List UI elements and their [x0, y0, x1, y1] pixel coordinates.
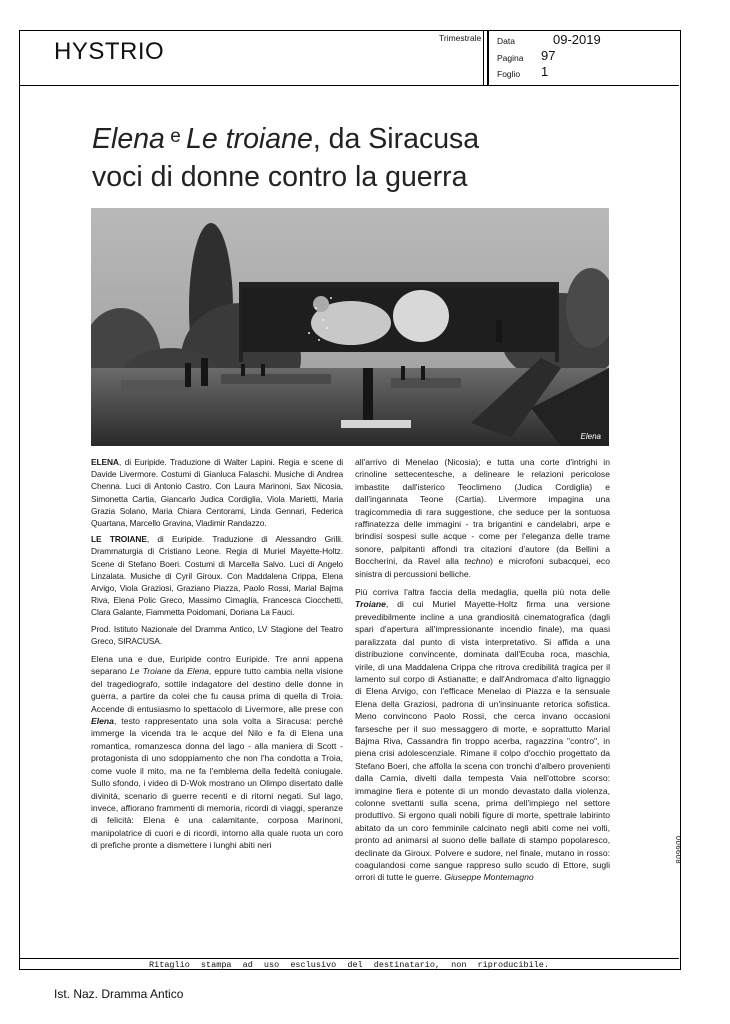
page-value: 97 — [541, 48, 556, 63]
reproduction-notice: Ritaglio stampa ad uso esclusivo del destinatario, non riproducibile. — [149, 960, 549, 970]
page-label: Pagina — [497, 53, 524, 63]
body-paragraph-3: Più corriva l'altra faccia della medaglia, quella più nota delle Troiane, di cui Muriel Mayette-Holtz firma una versione prevedibilmente incline a una grandiosità cinematografica (dagli spari d'apertura all'impressionante incendio finale), ma quasi paralizzata dal punto di vista interpretativo. Si affida a una distribuzione convincente, dominata dall'Ecuba roca, maschia, virile, di una Maddalena Crippa che ritrova credibilità tragica per il lamento sul corpo di Astianatte; e dall'Andromaca d'alto lignaggio di Elena Arvigo, con l'efficace Menelao di Piazza e la sensuale Elena della Graziosi, padrona di un'insinuante retorica sofistica. Meno convincono Paolo Rossi, che cerca invano occasioni farsesche per il suo messaggero di morte, e soprattutto Marial Bajma Riva, Cassandra fin troppo acerba, ragazzina "contro", in piena crisi adolescenziale. Rimane il colpo d'occhio progettato da Stefano Boeri, che affolla la scena con tronchi d'albero provenienti dalla Carnia, divelti dalla tempesta Vaia nell'ottobre scorso: immagine fiera e potente di un mondo devastato dalla violenza, colonne svettanti sulla scena, prima dell'impiego nel settore produttivo. Si ergono quali nobili figure di morte, spettrale labirinto abitato da un coro femminile calcinato negli abiti come nei volti, pronto ad animarsi al suono delle ballate di stampo popolaresco, declinate da Giroux. Polvere e sudore, nel finale, mutano in rosso: coagulandosi come sangue rappreso sullo scudo di Ettore, sugli orrori di tutte le guerre. Giuseppe Montemagno — [355, 587, 610, 883]
date-label: Data — [497, 36, 515, 46]
credits-elena-title: ELENA — [91, 457, 119, 467]
stage-photo-illustration — [91, 208, 609, 446]
sheet-label: Foglio — [497, 69, 521, 79]
credits-troiane — [91, 533, 343, 618]
credits-troiane-text: , di Euripide. Traduzione di Alessandro Grilli. Drammaturgia di Cristiano Leone. Regia di Muriel Mayette-Holtz. Scene di Stefano Boeri. Costumi di Marcella Salvo. Luci di Angelo Linzalata. Musiche di Cyril Giroux. Con Maddalena Crippa, Elena Arvigo, Viola Graziosi, Graziano Piazza, Paolo Rossi, Marial Bajma Riva, Elena Polic Greco, Massimo Cimaglia, Francesca Ciocchetti, Clara Galante, Fiammetta Poidomani, Doriana La Fauci. — [91, 534, 343, 618]
credits-elena — [91, 456, 343, 529]
frequency-label: Trimestrale — [439, 33, 482, 43]
title-rest: , da Siracusa — [312, 123, 480, 155]
publication-logo: HYSTRIO — [54, 38, 165, 65]
stage-photo — [91, 208, 609, 446]
source-client: Ist. Naz. Dramma Antico — [54, 987, 184, 1001]
credits-production: Prod. Istituto Nazionale del Dramma Antico, LV Stagione del Teatro Greco, SIRACUSA. — [91, 623, 343, 646]
article-column-2 — [355, 456, 610, 890]
footer-divider — [19, 958, 679, 959]
credits-troiane-title: LE TROIANE — [91, 534, 147, 545]
body-paragraph-1: Elena una e due, Euripide contro Euripide. Tre anni appena separano Le Troiane da Elena, eppure tutto cambia nella visione del tragediografo, sottile indagatore del destino delle donne in guerra, a partire da colei che fu causa prima di quella di Troia. Accende di entusiasmo lo spettacolo di Livermore, alle prese con Elena, testo rappresentato una sola volta a Siracusa: perché immerge la vicenda tra le acque del Nilo e fa di Elena una romantica, romanzesca donna del lago - alla maniera di Scott - protagonista di uno sdoppiamento che non l'ha condotta a Troia, come vuole il mito, ma ne fa l'emblema della fedeltà coniugale. Sullo sfondo, i video di D-Wok mostrano un Olimpo disertato dalle divinità, scenario di guerre recenti e di ritorni negati. Sul lago, invece, affiorano frammenti di memoria, ricordi di viaggi, speranze di felicità: Elena è una calamitante, corposa Marinoni, manipolatrice di cuori e di ricordi, intorno alla quale ruota un coro di prefiche pronte a dismettere i lunghi abiti neri — [91, 654, 343, 851]
article-author: Giuseppe Montemagno — [444, 872, 534, 883]
title-conjunction: e — [170, 126, 181, 147]
title-line2: voci di donne contro la guerra — [92, 161, 468, 193]
article-title — [92, 118, 612, 196]
title-troiane: Le troiane — [186, 123, 313, 155]
photo-caption: Elena — [580, 432, 601, 441]
article-column-1 — [91, 456, 343, 858]
credits-elena-text: , di Euripide. Traduzione di Walter Lapini. Regia e scene di Davide Livermore. Costumi di Gianluca Falaschi. Musiche di Andrea Chenna. Luci di Antonio Castro. Con Laura Marinoni, Sax Nicosia, Simonetta Cartia, Giancarlo Judica Cordiglia, Viola Marietti, Maria Grazia Solano, Maria Chiara Centorami, Linda Gennari, Federica Quartana, Marcello Gravina, Vladimir Randazzo. — [91, 457, 343, 529]
sheet-value: 1 — [541, 64, 549, 79]
body-paragraph-2: all'arrivo di Menelao (Nicosia); e tutta una corte d'intrighi in crinoline settecentesche, a delineare le relazioni pericolose imbastite dall'isterico Teoclimeno (Judica Cordiglia) e dall'ingannata Teone (Cartia). Livermore impagina una tragicommedia di rara suggestione, che seduce per la sontuosa raffinatezza delle immagini - tra brigantini e candelabri, arpe e brindisi sospesi sulle acque - come per l'eleganza delle trame sonore, palpitanti affondi tra citazioni d'autore (da Bellini a Boccherini, da Ravel alla techno) e microfoni subacquei, eco sinistra di percussioni belliche. — [355, 457, 610, 579]
title-elena: Elena — [92, 123, 165, 155]
date-value: 09-2019 — [553, 32, 601, 47]
side-code: 006608 — [674, 836, 683, 865]
